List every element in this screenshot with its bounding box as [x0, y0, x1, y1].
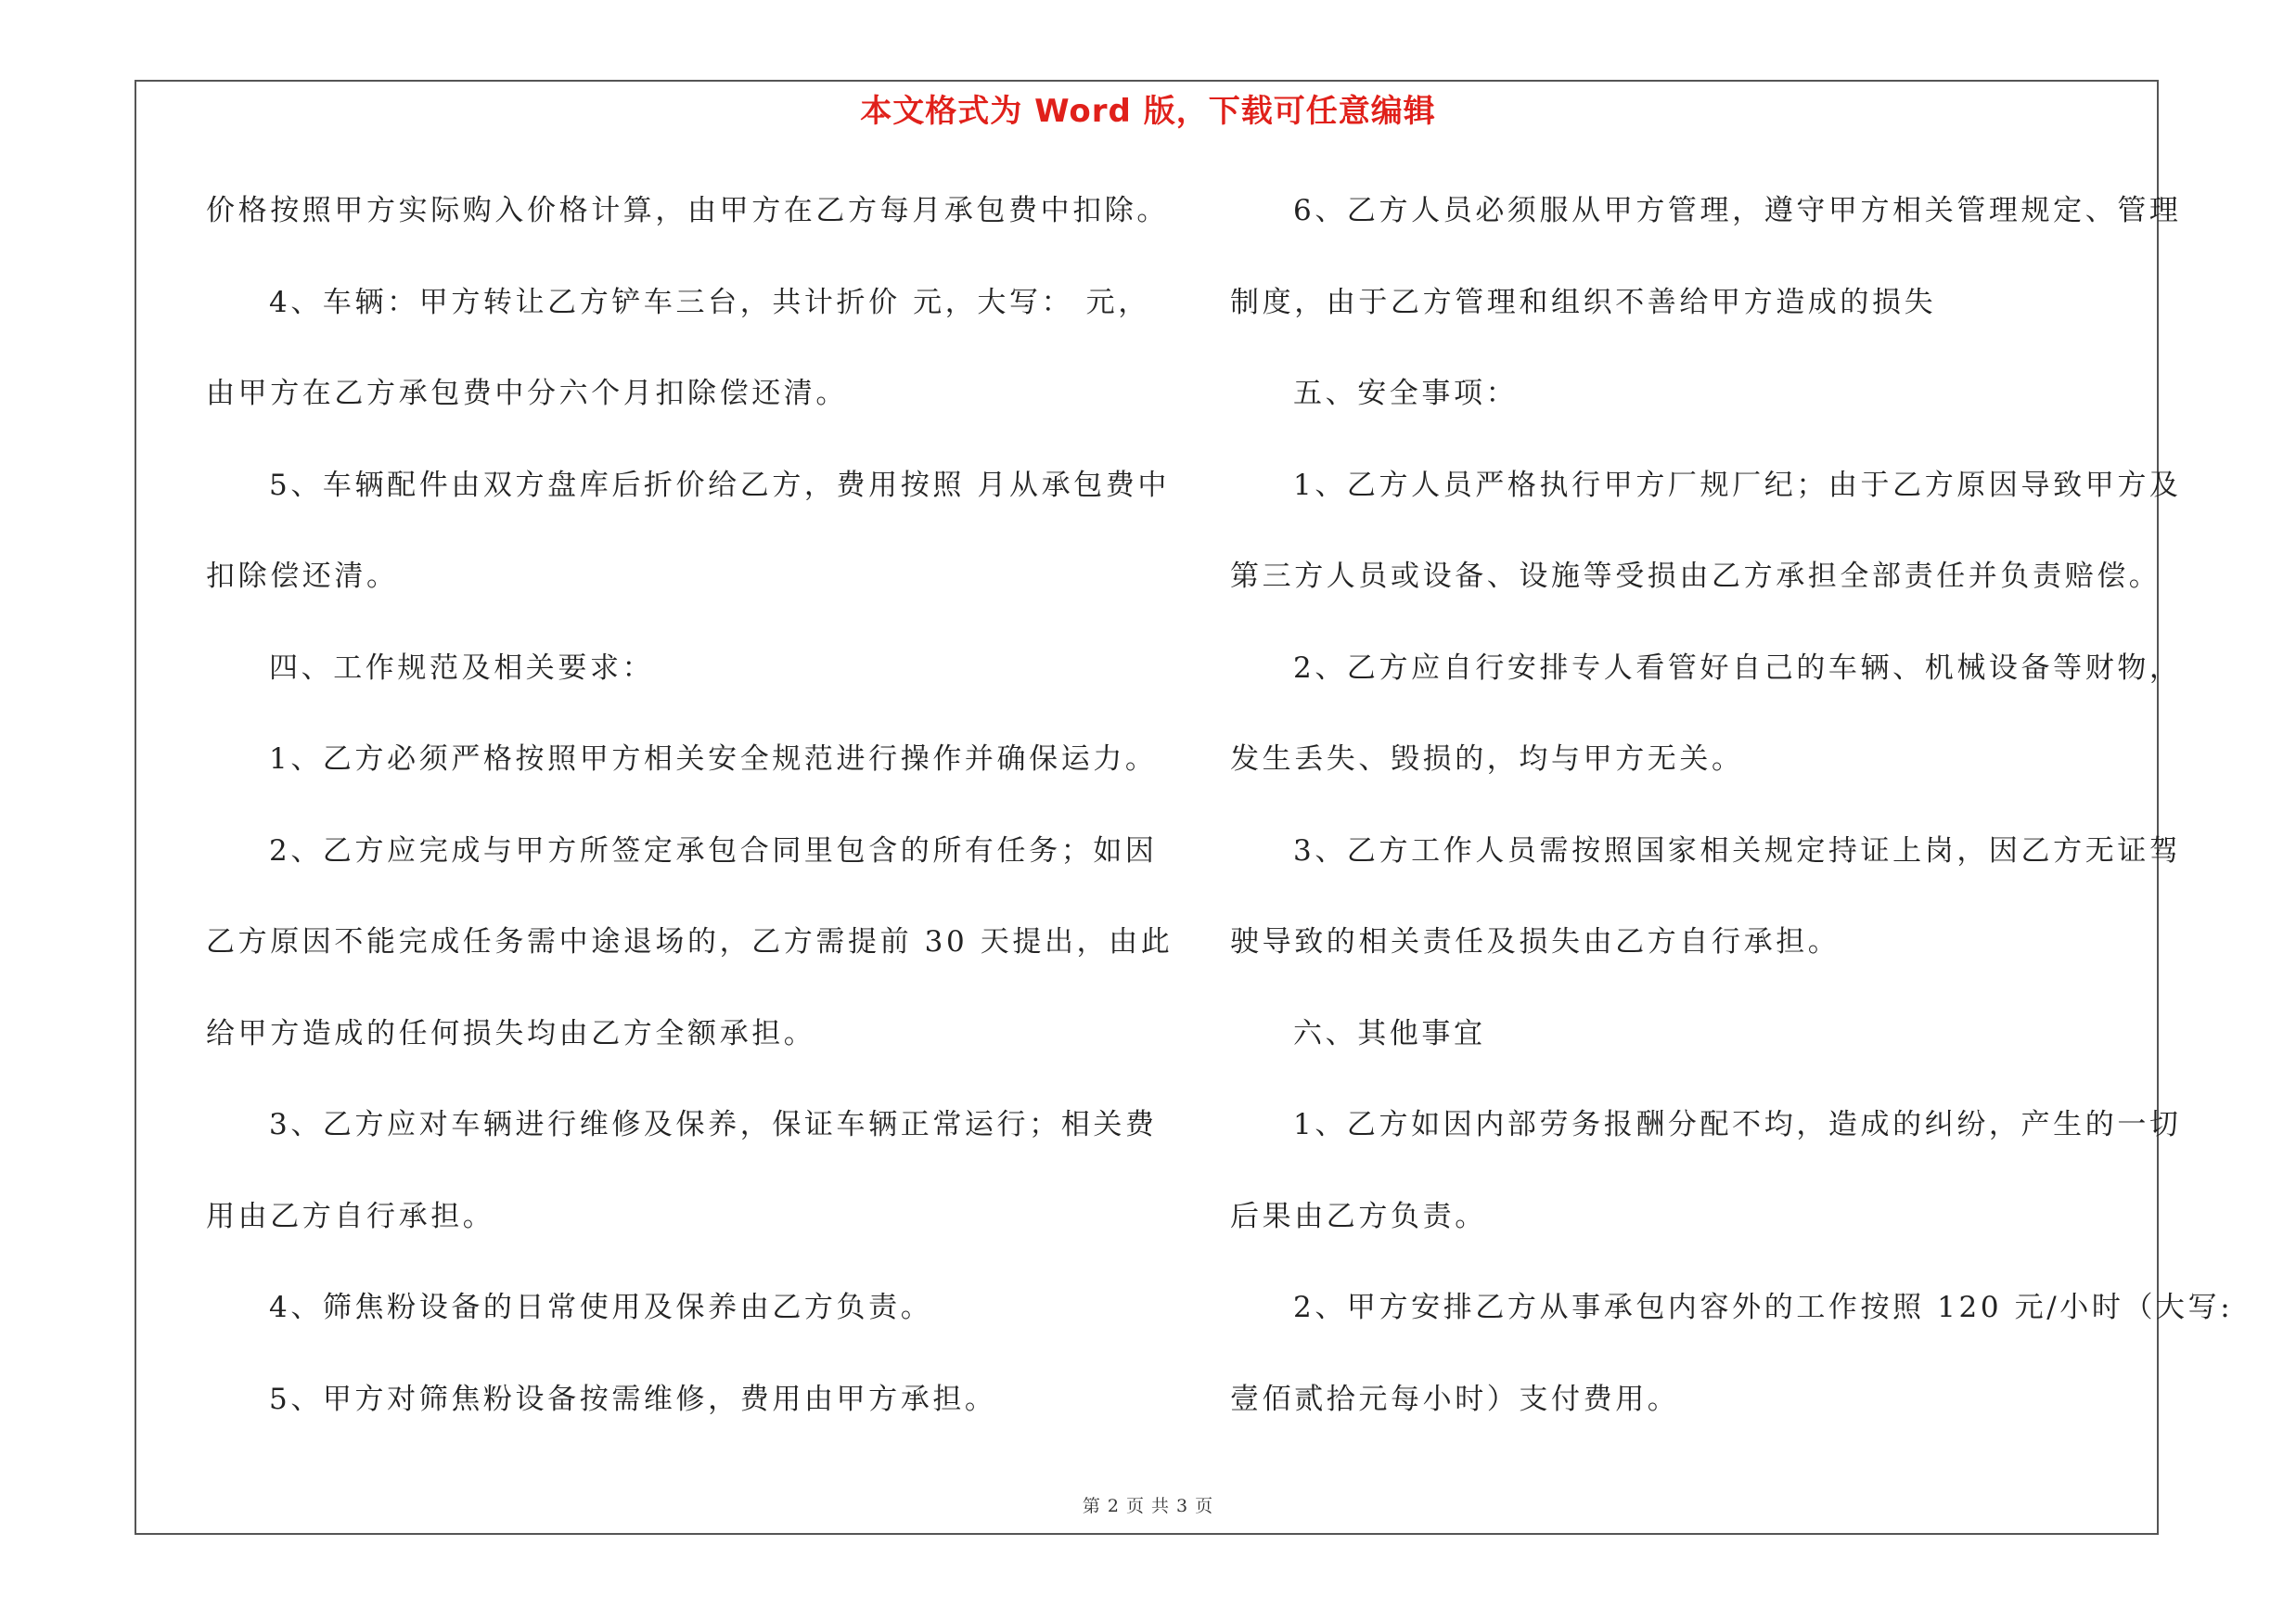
text-line: 后果由乙方负责。 — [1230, 1199, 1487, 1233]
text-line: 3、乙方工作人员需按照国家相关规定持证上岗，因乙方无证驾 — [1293, 833, 2182, 868]
text-line: 五、安全事项： — [1293, 377, 1519, 410]
format-banner: 本文格式为 Word 版，下载可任意编辑 — [860, 93, 1436, 130]
text-line: 扣除偿还清。 — [206, 560, 399, 593]
page-indicator: 第 2 页 共 3 页 — [1082, 1496, 1214, 1516]
text-line: 2、乙方应自行安排专人看管好自己的车辆、机械设备等财物， — [1293, 650, 2182, 685]
text-line: 六、其他事宜 — [1293, 1016, 1486, 1050]
text-line: 4、车辆：甲方转让乙方铲车三台，共计折价 元，大写： 元， — [269, 285, 1150, 319]
text-line: 1、乙方必须严格按照甲方相关安全规范进行操作并确保运力。 — [269, 742, 1158, 776]
text-line: 3、乙方应对车辆进行维修及保养，保证车辆正常运行；相关费 — [269, 1108, 1158, 1141]
text-line: 1、乙方人员严格执行甲方厂规厂纪；由于乙方原因导致甲方及 — [1293, 468, 2182, 502]
text-line: 用由乙方自行承担。 — [206, 1199, 495, 1233]
left-column — [206, 165, 1174, 1445]
text-line: 6、乙方人员必须服从甲方管理，遵守甲方相关管理规定、管理 — [1293, 194, 2182, 227]
text-line: 制度，由于乙方管理和组织不善给甲方造成的损失 — [1230, 285, 1937, 319]
text-line: 5、车辆配件由双方盘库后折价给乙方，费用按照 月从承包费中 — [269, 468, 1170, 502]
text-line: 由甲方在乙方承包费中分六个月扣除偿还清。 — [206, 377, 848, 410]
text-line: 1、乙方如因内部劳务报酬分配不均，造成的纠纷，产生的一切 — [1293, 1108, 2182, 1141]
text-line: 5、甲方对筛焦粉设备按需维修，费用由甲方承担。 — [269, 1382, 997, 1416]
text-line: 第三方人员或设备、设施等受损由乙方承担全部责任并负责赔偿。 — [1230, 560, 2161, 593]
text-line: 四、工作规范及相关要求： — [269, 650, 655, 685]
text-line: 2、甲方安排乙方从事承包内容外的工作按照 120 元/小时（大写: — [1293, 1291, 2234, 1324]
right-column — [1230, 165, 2234, 1445]
text-line: 乙方原因不能完成任务需中途退场的，乙方需提前 30 天提出，由此 — [206, 925, 1174, 959]
text-line: 发生丢失、毁损的，均与甲方无关。 — [1230, 742, 1744, 776]
text-line: 价格按照甲方实际购入价格计算，由甲方在乙方每月承包费中扣除。 — [206, 194, 1169, 227]
text-line: 4、筛焦粉设备的日常使用及保养由乙方负责。 — [269, 1291, 933, 1324]
text-line: 2、乙方应完成与甲方所签定承包合同里包含的所有任务；如因 — [269, 833, 1158, 868]
text-line: 给甲方造成的任何损失均由乙方全额承担。 — [206, 1016, 816, 1050]
text-line: 壹佰贰拾元每小时）支付费用。 — [1230, 1382, 1680, 1416]
text-line: 驶导致的相关责任及损失由乙方自行承担。 — [1230, 925, 1841, 959]
